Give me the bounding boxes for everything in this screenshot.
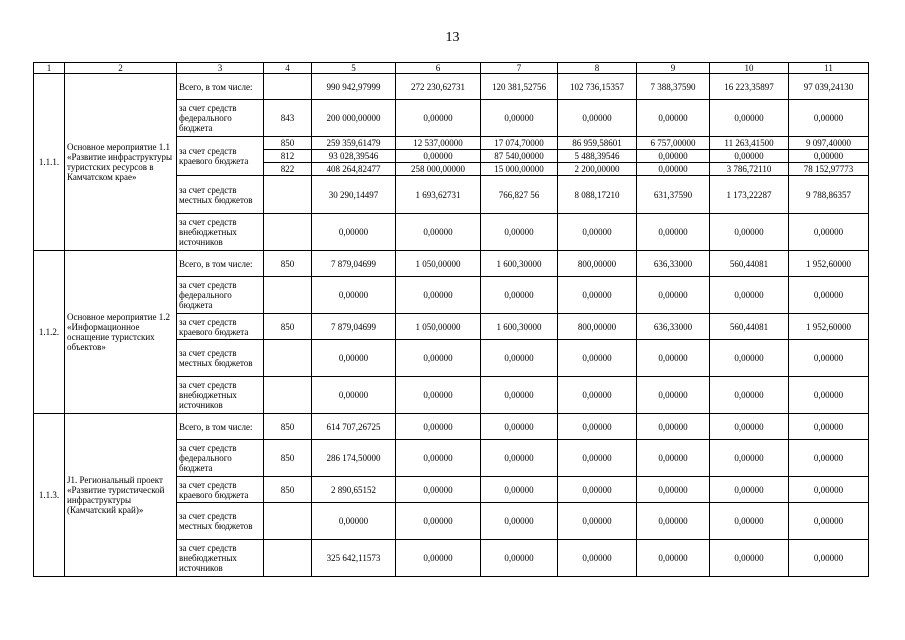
funding-source: за счет средств внебюджетных источников: [177, 377, 264, 414]
value-cell: 614 707,26725: [312, 414, 396, 440]
value-cell: 120 381,52756: [481, 74, 558, 100]
value-cell: 0,00000: [710, 150, 789, 163]
funding-source: за счет средств местных бюджетов: [177, 340, 264, 377]
code-cell: [264, 503, 312, 540]
page-number: 13: [445, 30, 460, 45]
value-cell: 7 879,04699: [312, 314, 396, 340]
value-cell: 0,00000: [789, 100, 869, 137]
value-cell: 0,00000: [396, 377, 481, 414]
section-name: Основное мероприятие 1.1 «Развитие инфраструктуры туристских ресурсов в Камчатском крае»: [65, 74, 177, 251]
value-cell: 78 152,97773: [789, 163, 869, 176]
section-index: 1.1.1.: [34, 74, 65, 251]
value-cell: 0,00000: [637, 277, 710, 314]
funding-source: за счет средств краевого бюджета: [177, 314, 264, 340]
funding-source: Всего, в том числе:: [177, 74, 264, 100]
code-cell: 850: [264, 414, 312, 440]
funding-source: за счет средств краевого бюджета: [177, 137, 264, 176]
header-row: [34, 63, 869, 74]
value-cell: 0,00000: [481, 377, 558, 414]
value-cell: 325 642,11573: [312, 540, 396, 577]
value-cell: 258 000,00000: [396, 163, 481, 176]
value-cell: 0,00000: [789, 477, 869, 503]
code-cell: [264, 176, 312, 214]
value-cell: 86 959,58601: [558, 137, 637, 150]
value-cell: 17 074,70000: [481, 137, 558, 150]
value-cell: 0,00000: [637, 477, 710, 503]
header-cell: 7: [481, 63, 558, 74]
section-name: J1. Региональный проект «Развитие туристической инфраструктуры (Камчатский край)»: [65, 414, 177, 577]
value-cell: 0,00000: [637, 340, 710, 377]
value-cell: 16 223,35897: [710, 74, 789, 100]
code-cell: [264, 540, 312, 577]
value-cell: 0,00000: [481, 214, 558, 251]
value-cell: 5 488,39546: [558, 150, 637, 163]
value-cell: 1 600,30000: [481, 251, 558, 277]
table-row: [34, 414, 869, 440]
value-cell: 0,00000: [312, 214, 396, 251]
value-cell: 636,33000: [637, 314, 710, 340]
value-cell: 631,37590: [637, 176, 710, 214]
value-cell: 0,00000: [312, 277, 396, 314]
value-cell: 0,00000: [396, 440, 481, 477]
value-cell: 0,00000: [312, 503, 396, 540]
table-row: [34, 251, 869, 277]
value-cell: 30 290,14497: [312, 176, 396, 214]
budget-table: [33, 62, 869, 577]
value-cell: 0,00000: [558, 340, 637, 377]
value-cell: 0,00000: [637, 377, 710, 414]
value-cell: 11 263,41500: [710, 137, 789, 150]
header-cell: 11: [789, 63, 869, 74]
section-name: Основное мероприятие 1.2 «Информационное оснащение туристских объектов»: [65, 251, 177, 414]
value-cell: 0,00000: [637, 540, 710, 577]
code-cell: 850: [264, 314, 312, 340]
value-cell: 15 000,00000: [481, 163, 558, 176]
value-cell: 0,00000: [558, 440, 637, 477]
code-cell: 850: [264, 137, 312, 150]
value-cell: 800,00000: [558, 314, 637, 340]
value-cell: 0,00000: [710, 540, 789, 577]
value-cell: 0,00000: [710, 277, 789, 314]
header-cell: 6: [396, 63, 481, 74]
value-cell: 0,00000: [558, 414, 637, 440]
code-cell: 850: [264, 251, 312, 277]
value-cell: 1 952,60000: [789, 314, 869, 340]
header-cell: 8: [558, 63, 637, 74]
value-cell: 8 088,17210: [558, 176, 637, 214]
table-row: [34, 74, 869, 100]
section-index: 1.1.2.: [34, 251, 65, 414]
value-cell: 272 230,62731: [396, 74, 481, 100]
value-cell: 0,00000: [710, 503, 789, 540]
header-cell: 2: [65, 63, 177, 74]
value-cell: 560,44081: [710, 314, 789, 340]
value-cell: 0,00000: [558, 100, 637, 137]
value-cell: 0,00000: [710, 377, 789, 414]
value-cell: 9 097,40000: [789, 137, 869, 150]
value-cell: 259 359,61479: [312, 137, 396, 150]
value-cell: 0,00000: [396, 277, 481, 314]
value-cell: 0,00000: [789, 503, 869, 540]
value-cell: 0,00000: [558, 503, 637, 540]
value-cell: 800,00000: [558, 251, 637, 277]
value-cell: 0,00000: [558, 540, 637, 577]
value-cell: 0,00000: [481, 477, 558, 503]
funding-source: за счет средств федерального бюджета: [177, 277, 264, 314]
value-cell: 766,827 56: [481, 176, 558, 214]
value-cell: 0,00000: [637, 100, 710, 137]
header-cell: 1: [34, 63, 65, 74]
value-cell: 0,00000: [481, 414, 558, 440]
code-cell: [264, 214, 312, 251]
value-cell: 0,00000: [789, 214, 869, 251]
value-cell: 0,00000: [710, 477, 789, 503]
value-cell: 0,00000: [789, 277, 869, 314]
code-cell: 812: [264, 150, 312, 163]
value-cell: 1 952,60000: [789, 251, 869, 277]
value-cell: 0,00000: [710, 414, 789, 440]
value-cell: 560,44081: [710, 251, 789, 277]
value-cell: 0,00000: [710, 100, 789, 137]
value-cell: 7 388,37590: [637, 74, 710, 100]
value-cell: 0,00000: [637, 503, 710, 540]
header-cell: 9: [637, 63, 710, 74]
value-cell: 0,00000: [789, 440, 869, 477]
code-cell: [264, 340, 312, 377]
value-cell: 0,00000: [637, 440, 710, 477]
value-cell: 6 757,00000: [637, 137, 710, 150]
funding-source: за счет средств внебюджетных источников: [177, 540, 264, 577]
code-cell: [264, 377, 312, 414]
value-cell: 0,00000: [481, 277, 558, 314]
value-cell: 0,00000: [637, 163, 710, 176]
value-cell: 0,00000: [637, 414, 710, 440]
value-cell: 0,00000: [396, 150, 481, 163]
funding-source: за счет средств внебюджетных источников: [177, 214, 264, 251]
value-cell: 286 174,50000: [312, 440, 396, 477]
value-cell: 0,00000: [312, 377, 396, 414]
value-cell: 0,00000: [481, 340, 558, 377]
funding-source: Всего, в том числе:: [177, 414, 264, 440]
value-cell: 0,00000: [481, 540, 558, 577]
value-cell: 0,00000: [637, 214, 710, 251]
funding-source: за счет средств федерального бюджета: [177, 440, 264, 477]
value-cell: 200 000,00000: [312, 100, 396, 137]
header-cell: 10: [710, 63, 789, 74]
value-cell: 408 264,82477: [312, 163, 396, 176]
funding-source: за счет средств краевого бюджета: [177, 477, 264, 503]
code-cell: 822: [264, 163, 312, 176]
value-cell: 87 540,00000: [481, 150, 558, 163]
value-cell: 0,00000: [789, 377, 869, 414]
value-cell: 0,00000: [710, 214, 789, 251]
value-cell: 0,00000: [558, 377, 637, 414]
funding-source: за счет средств местных бюджетов: [177, 176, 264, 214]
value-cell: 1 173,22287: [710, 176, 789, 214]
value-cell: 7 879,04699: [312, 251, 396, 277]
code-cell: [264, 277, 312, 314]
value-cell: 0,00000: [396, 340, 481, 377]
funding-source: Всего, в том числе:: [177, 251, 264, 277]
funding-source: за счет средств местных бюджетов: [177, 503, 264, 540]
value-cell: 636,33000: [637, 251, 710, 277]
value-cell: 93 028,39546: [312, 150, 396, 163]
value-cell: 0,00000: [789, 540, 869, 577]
value-cell: 0,00000: [637, 150, 710, 163]
section-index: 1.1.3.: [34, 414, 65, 577]
value-cell: 0,00000: [396, 503, 481, 540]
value-cell: 0,00000: [312, 340, 396, 377]
value-cell: 12 537,00000: [396, 137, 481, 150]
code-cell: 843: [264, 100, 312, 137]
value-cell: 1 600,30000: [481, 314, 558, 340]
value-cell: 0,00000: [710, 340, 789, 377]
value-cell: 0,00000: [396, 100, 481, 137]
code-cell: 850: [264, 440, 312, 477]
value-cell: 0,00000: [396, 477, 481, 503]
value-cell: 0,00000: [396, 214, 481, 251]
value-cell: 0,00000: [789, 150, 869, 163]
value-cell: 3 786,72110: [710, 163, 789, 176]
value-cell: 0,00000: [558, 477, 637, 503]
header-cell: 3: [177, 63, 264, 74]
value-cell: 0,00000: [558, 277, 637, 314]
value-cell: 1 693,62731: [396, 176, 481, 214]
code-cell: 850: [264, 477, 312, 503]
value-cell: 0,00000: [396, 540, 481, 577]
value-cell: 2 890,65152: [312, 477, 396, 503]
value-cell: 0,00000: [396, 414, 481, 440]
value-cell: 2 200,00000: [558, 163, 637, 176]
value-cell: 0,00000: [481, 100, 558, 137]
value-cell: 1 050,00000: [396, 251, 481, 277]
value-cell: 0,00000: [481, 503, 558, 540]
value-cell: 990 942,97999: [312, 74, 396, 100]
value-cell: 9 788,86357: [789, 176, 869, 214]
value-cell: 0,00000: [789, 340, 869, 377]
header-cell: 5: [312, 63, 396, 74]
value-cell: 102 736,15357: [558, 74, 637, 100]
value-cell: 0,00000: [710, 440, 789, 477]
header-cell: 4: [264, 63, 312, 74]
value-cell: 0,00000: [481, 440, 558, 477]
funding-source: за счет средств федерального бюджета: [177, 100, 264, 137]
value-cell: 97 039,24130: [789, 74, 869, 100]
value-cell: 0,00000: [558, 214, 637, 251]
value-cell: 1 050,00000: [396, 314, 481, 340]
value-cell: 0,00000: [789, 414, 869, 440]
code-cell: [264, 74, 312, 100]
